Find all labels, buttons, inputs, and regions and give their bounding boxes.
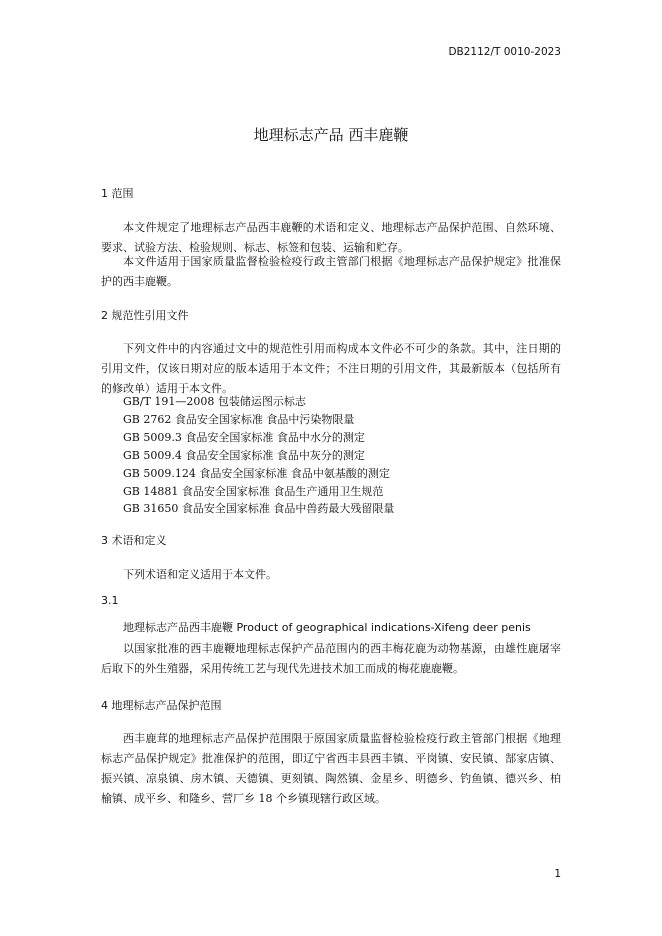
reference-item: GB 2762 食品安全国家标准 食品中污染物限量 bbox=[123, 413, 355, 426]
page-title: 地理标志产品 西丰鹿鞭 bbox=[253, 126, 409, 144]
term-entry: 地理标志产品西丰鹿鞭 Product of geographical indications-Xifeng deer penis bbox=[123, 621, 531, 634]
section-2-heading: 2 规范性引用文件 bbox=[101, 309, 189, 322]
reference-item: GB 5009.4 食品安全国家标准 食品中灰分的测定 bbox=[123, 449, 365, 462]
reference-item: GB 31650 食品安全国家标准 食品中兽药最大残留限量 bbox=[123, 502, 395, 515]
reference-item: GB 5009.124 食品安全国家标准 食品中氨基酸的测定 bbox=[123, 467, 390, 480]
reference-item: GB/T 191—2008 包装储运图示标志 bbox=[123, 395, 306, 408]
section-2-paragraph-1: 下列文件中的内容通过文中的规范性引用而构成本文件必不可少的条款。其中，注日期的引用文件，仅该日期对应的版本适用于本文件；不注日期的引用文件，其最新版本（包括所有的修改单）适用于本文件。 bbox=[101, 342, 561, 395]
section-4-paragraph-1: 西丰鹿茸的地理标志产品保护范围限于原国家质量监督检验检疫行政主管部门根据《地理标志产品保护规定》批准保护的范围，即辽宁省西丰县西丰镇、平岗镇、安民镇、郜家店镇、振兴镇、凉泉镇、房木镇、天德镇、更刻镇、陶然镇、金星乡、明德乡、钓鱼镇、德兴乡、柏榆镇、成平乡、和隆乡、营厂乡 18 个乡镇现辖行政区域。 bbox=[101, 732, 561, 805]
section-4-heading: 4 地理标志产品保护范围 bbox=[101, 699, 222, 712]
term-definition: 以国家批准的西丰鹿鞭地理标志保护产品范围内的西丰梅花鹿为动物基源，由雄性鹿屠宰后取下的外生殖器，采用传统工艺与现代先进技术加工而成的梅花鹿鹿鞭。 bbox=[101, 642, 561, 675]
section-3-paragraph-1: 下列术语和定义适用于本文件。 bbox=[123, 568, 277, 581]
section-1-heading: 1 范围 bbox=[101, 187, 134, 200]
page-number: 1 bbox=[554, 868, 561, 880]
section-3-heading: 3 术语和定义 bbox=[101, 534, 167, 547]
reference-item: GB 5009.3 食品安全国家标准 食品中水分的测定 bbox=[123, 431, 365, 444]
reference-item: GB 14881 食品安全国家标准 食品生产通用卫生规范 bbox=[123, 485, 384, 498]
section-1-paragraph-2: 本文件适用于国家质量监督检验检疫行政主管部门根据《地理标志产品保护规定》批准保护的西丰鹿鞭。 bbox=[101, 255, 561, 288]
document-code: DB2112/T 0010-2023 bbox=[448, 46, 561, 58]
subsection-3-1-number: 3.1 bbox=[101, 594, 119, 607]
section-1-paragraph-1: 本文件规定了地理标志产品西丰鹿鞭的术语和定义、地理标志产品保护范围、自然环境、要求、试验方法、检验规则、标志、标签和包装、运输和贮存。 bbox=[101, 221, 561, 254]
